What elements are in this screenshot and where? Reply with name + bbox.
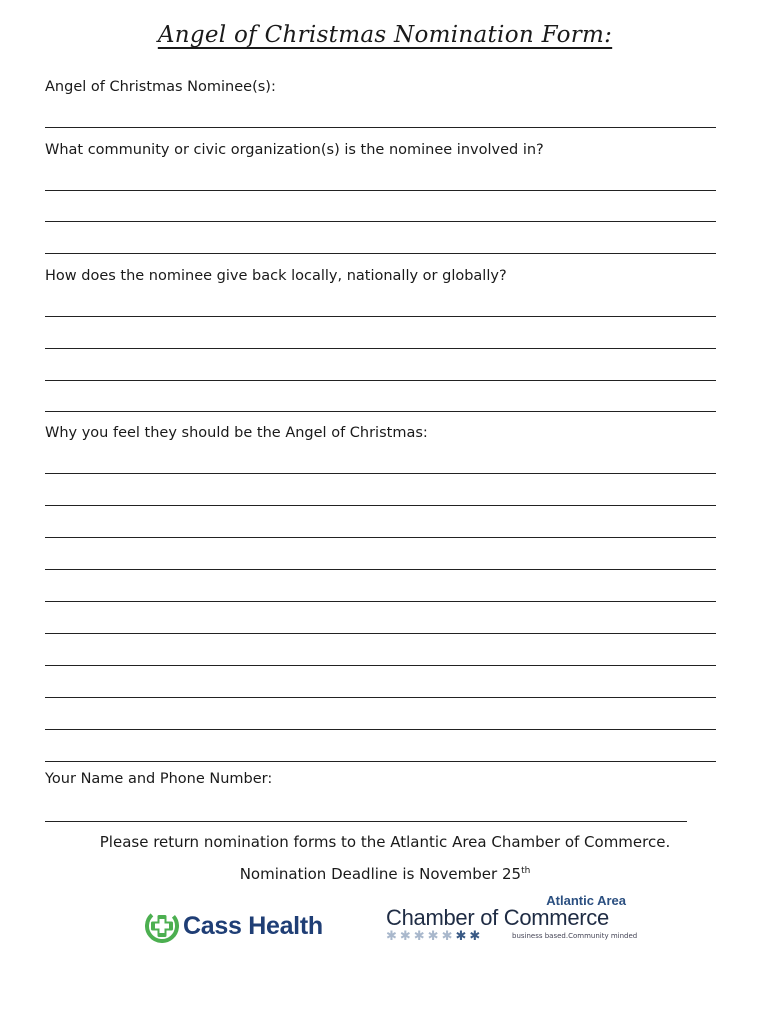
why-line-4[interactable]: [45, 569, 716, 570]
snowflake-icon: ✱✱✱✱✱✱✱: [386, 929, 484, 944]
why-line-8[interactable]: [45, 697, 716, 698]
organization-line-2[interactable]: [45, 221, 716, 222]
form-title: Angel of Christmas Nomination Form:: [157, 22, 613, 48]
why-line-9[interactable]: [45, 729, 716, 730]
why-line-5[interactable]: [45, 601, 716, 602]
nominee-label: Angel of Christmas Nominee(s):: [45, 79, 276, 95]
why-line-7[interactable]: [45, 665, 716, 666]
give-back-line-1[interactable]: [45, 316, 716, 317]
return-note: Please return nomination forms to the Atlantic Area Chamber of Commerce.: [99, 833, 671, 851]
give-back-line-2[interactable]: [45, 348, 716, 349]
your-name-label: Your Name and Phone Number:: [45, 771, 273, 787]
chamber-tagline: business based.Community minded: [512, 932, 638, 940]
give-back-line-4[interactable]: [45, 411, 716, 412]
organization-line-1[interactable]: [45, 190, 716, 191]
cass-cross-icon: [145, 909, 179, 943]
chamber-logo: [386, 893, 636, 945]
chamber-main-text: Chamber of Commerce: [386, 905, 609, 930]
deadline-suffix: th: [521, 866, 531, 876]
why-line-6[interactable]: [45, 633, 716, 634]
organization-label: What community or civic organization(s) is the nominee involved in?: [45, 142, 544, 158]
why-line-3[interactable]: [45, 537, 716, 538]
organization-line-3[interactable]: [45, 253, 716, 254]
chamber-top-text: Atlantic Area: [546, 893, 626, 908]
why-label: Why you feel they should be the Angel of Christmas:: [45, 425, 428, 441]
your-name-line[interactable]: [45, 821, 687, 822]
why-line-10[interactable]: [45, 761, 716, 762]
deadline-main: Nomination Deadline is November 25: [239, 865, 522, 883]
cass-health-logo: [145, 908, 323, 944]
give-back-line-3[interactable]: [45, 380, 716, 381]
nominee-line[interactable]: [45, 127, 716, 128]
why-line-1[interactable]: [45, 473, 716, 474]
why-line-2[interactable]: [45, 505, 716, 506]
give-back-label: How does the nominee give back locally, nationally or globally?: [45, 268, 507, 284]
deadline-text: [0, 865, 770, 883]
cass-health-name: Cass Health: [183, 911, 323, 940]
